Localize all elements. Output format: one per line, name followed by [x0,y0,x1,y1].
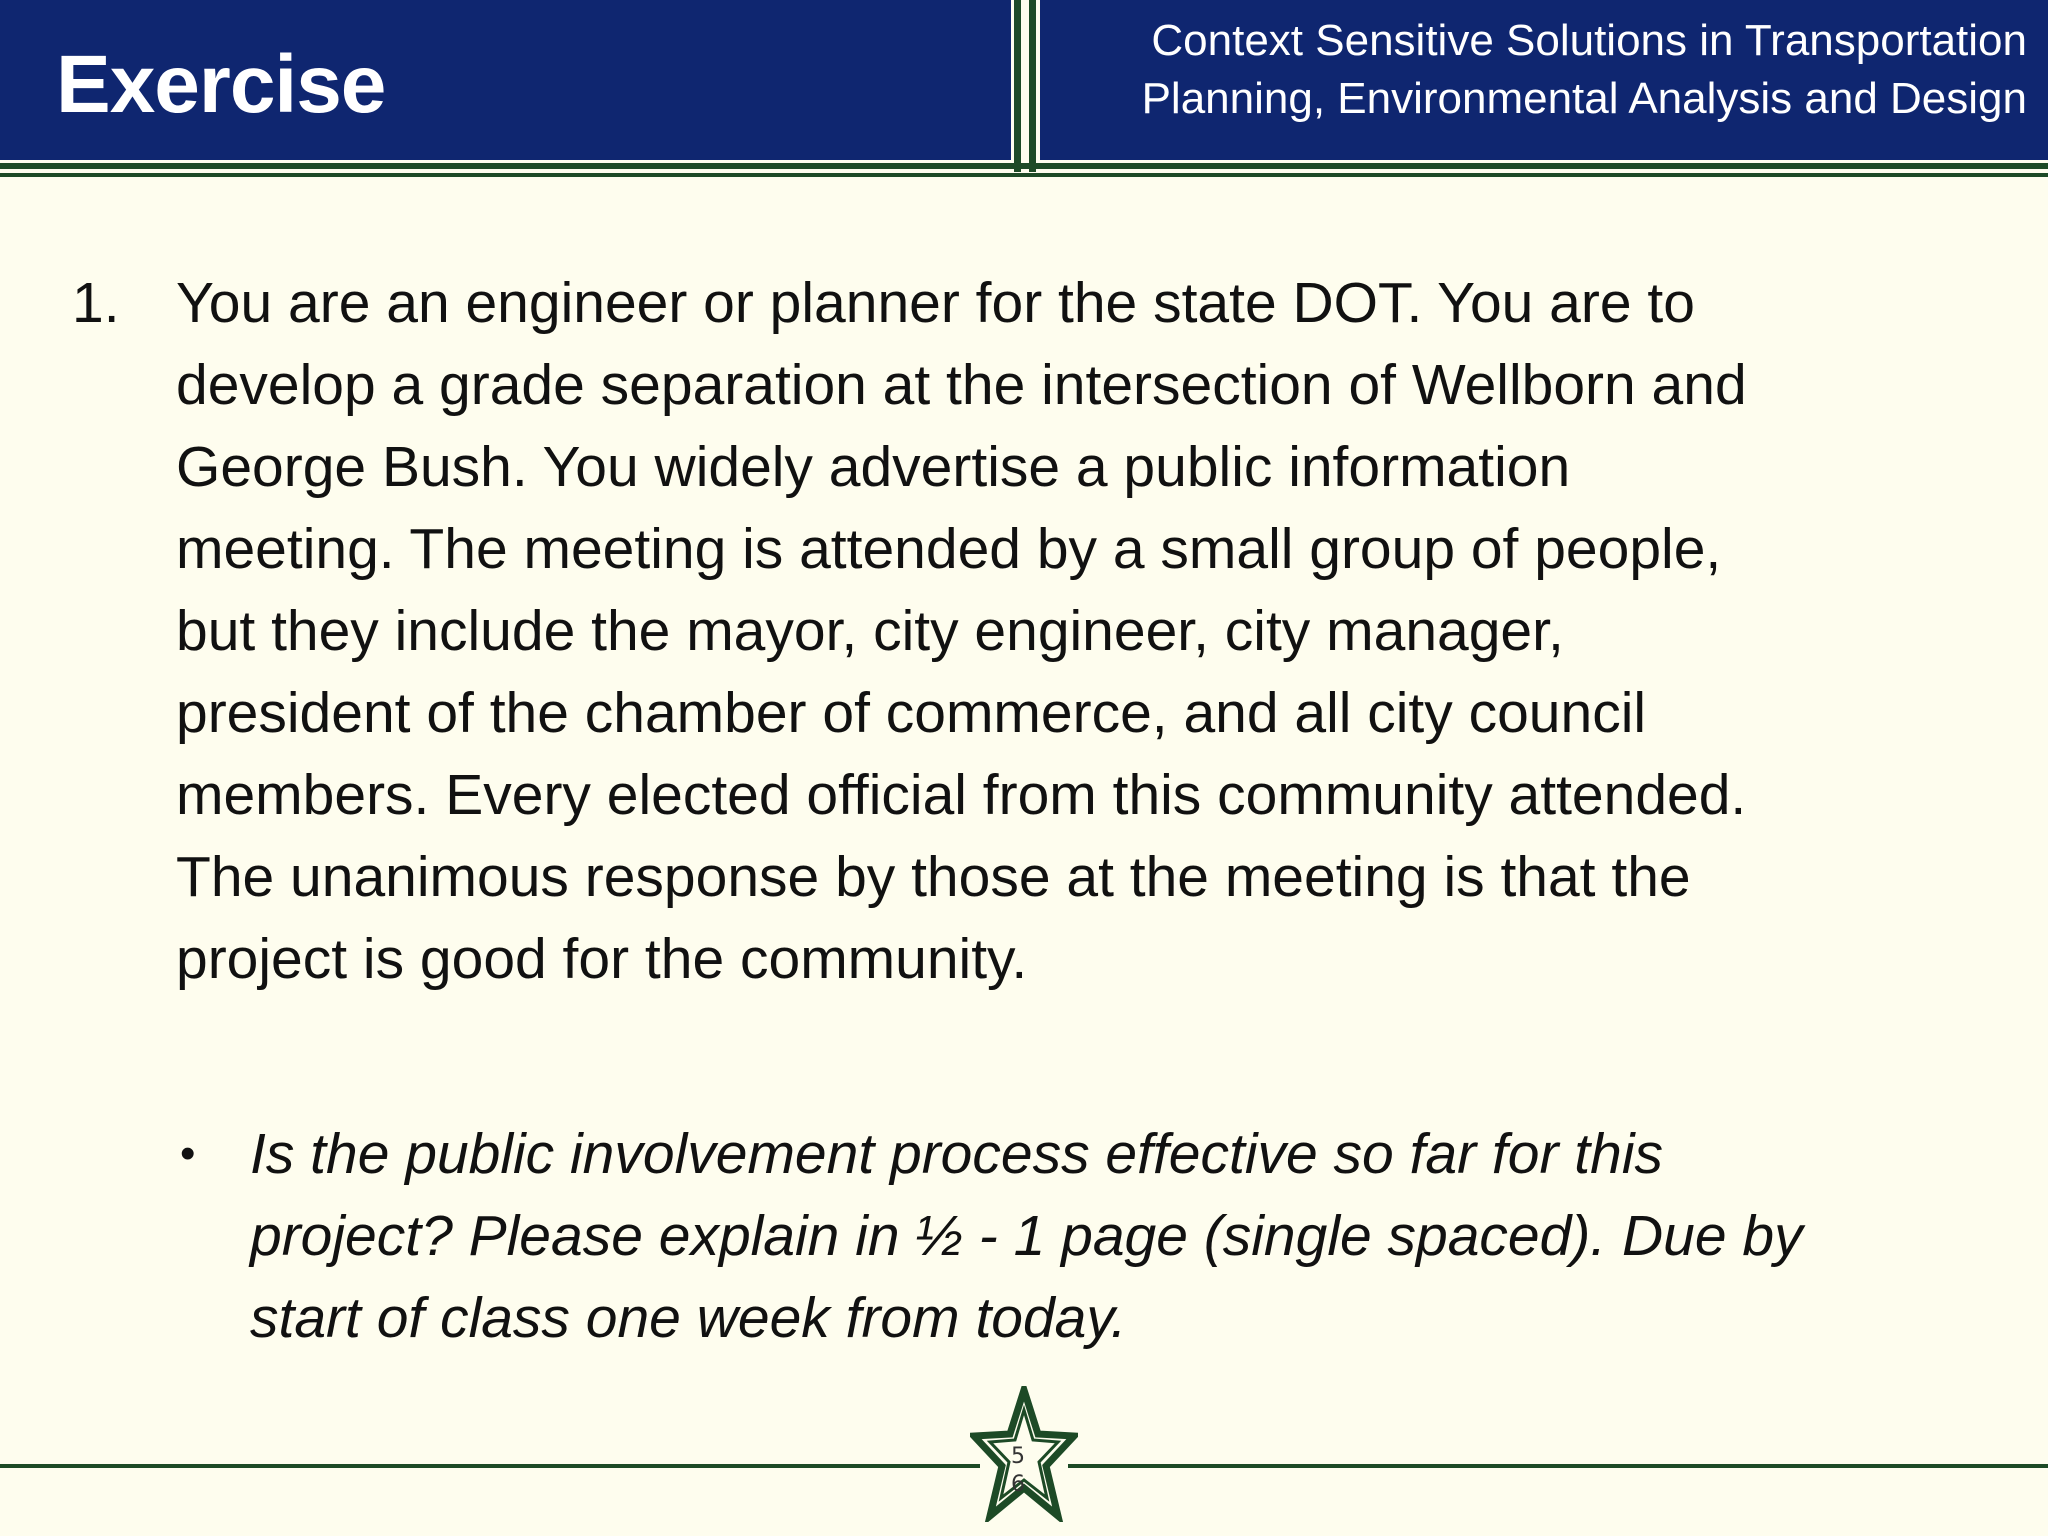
question-text [176,262,1747,1000]
subtitle-line-2: Planning, Environmental Analysis and Design [1141,74,2027,123]
question-number: 1. [72,271,120,335]
question-line: members. Every elected official from this community attended. [176,763,1747,827]
question-line: president of the chamber of commerce, and all city council [176,681,1647,745]
header-rule-bottom [0,173,2048,177]
prompt-line: project? Please explain in ½ - 1 page (single spaced). Due by [250,1204,1803,1268]
header-rule-top [0,163,2048,169]
header-title-panel [0,0,1011,160]
question-line: meeting. The meeting is attended by a small group of people, [176,517,1722,581]
page-number [1000,1443,1036,1499]
page-digit: 6 [1011,1472,1025,1497]
footer-rule-right [1068,1464,2048,1468]
bullet-marker: • [180,1129,196,1178]
prompt-line: Is the public involvement process effective so far for this [250,1122,1663,1186]
question-line: project is good for the community. [176,927,1028,991]
question-line: George Bush. You widely advertise a public information [176,435,1571,499]
header-divider-right [1029,0,1036,172]
header-divider-left [1014,0,1021,172]
question-line: develop a grade separation at the intersection of Wellborn and [176,353,1747,417]
subtitle-line-1: Context Sensitive Solutions in Transportation [1151,16,2027,65]
question-line: The unanimous response by those at the meeting is that the [176,845,1691,909]
prompt-text [250,1113,1803,1359]
question-line: You are an engineer or planner for the state DOT. You are to [176,271,1695,335]
slide-title: Exercise [56,39,386,130]
question-line: but they include the mayor, city engineer, city manager, [176,599,1564,663]
page-digit: 5 [1011,1444,1025,1469]
course-subtitle [1047,12,2027,128]
prompt-line: start of class one week from today. [250,1286,1127,1350]
footer-rule-left [0,1464,980,1468]
header-subtitle-panel [1040,0,2048,160]
